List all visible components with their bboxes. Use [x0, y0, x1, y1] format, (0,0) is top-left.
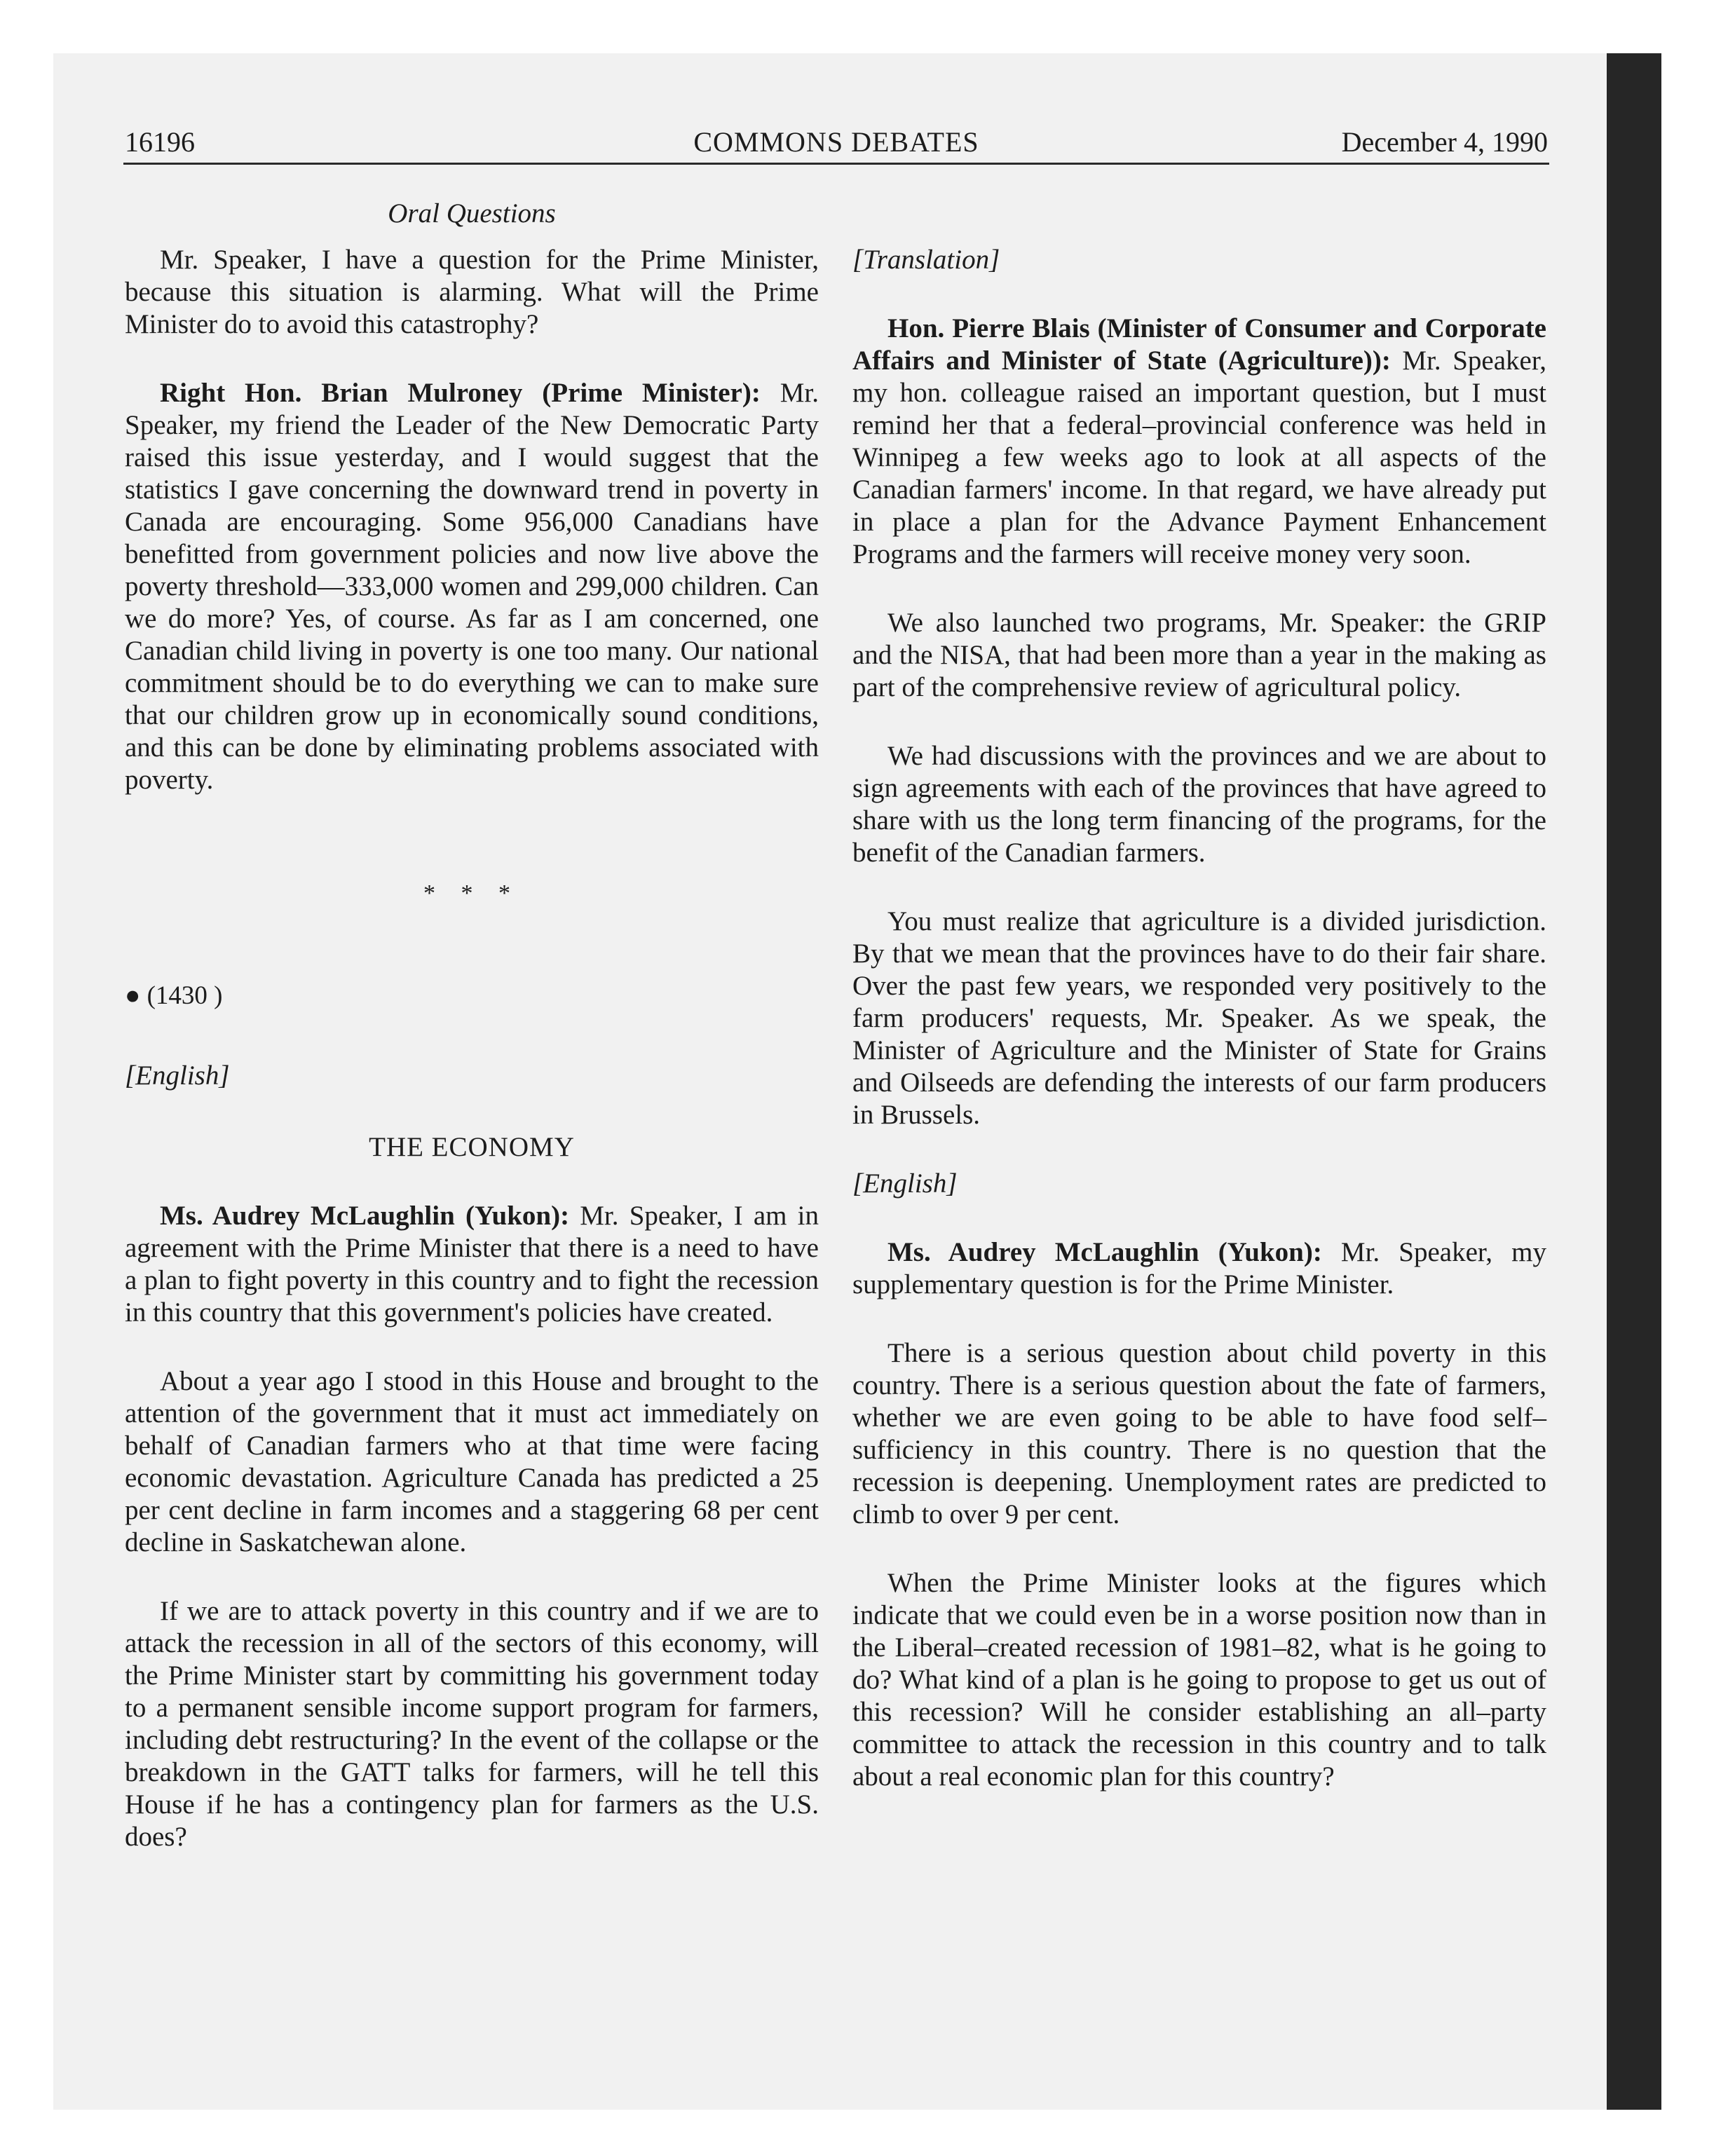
paragraph: [852, 1236, 1546, 1301]
publication-date: December 4, 1990: [1341, 126, 1548, 158]
paragraph: About a year ago I stood in this House and brought to the attention of the government that it must act immediately on behalf of Canadian farmers who at that time were facing economic devastation. Agriculture Canada has predicted a 25 per cent decline in farm incomes and a staggering 68 per cent decline in Saskatchewan alone.: [125, 1366, 819, 1557]
paragraph: Mr. Speaker, I have a question for the Prime Minister, because this situation is alarming. What will the Prime Minister do to avoid this catastrophy?: [125, 245, 819, 339]
speech-text: Mr. Speaker, my supplementary question is for the Prime Minister.: [852, 1237, 1546, 1299]
paragraph: You must realize that agriculture is a divided jurisdiction. By that we mean that the provinces have to do their fair share. Over the past few years, we responded very positively to the farm producers' requests, Mr. Speaker. As we speak, the Minister of Agriculture and the Minister of State for Grains and Oilseeds are defending the interests of our farm producers in Brussels.: [852, 906, 1546, 1130]
publication-title: COMMONS DEBATES: [693, 126, 979, 158]
language-marker: [English]: [125, 1060, 230, 1091]
paragraph: [852, 313, 1546, 571]
time-marker: ● (1430 ): [125, 981, 223, 1010]
speech-text: Mr. Speaker, my hon. colleague raised an important question, but I must remind her that a federal–provincial conference was held in Winnipeg a few weeks ago to look at all aspects of the Canadian farmers' income. In that regard, we have already put in place a plan for the Advance Payment Enhancement Programs and the farmers will receive money very soon.: [852, 346, 1547, 569]
right-column: [852, 244, 1546, 1829]
header-rule: [123, 163, 1549, 165]
speaker-name: Right Hon. Brian Mulroney (Prime Minister):: [160, 378, 761, 408]
section-tag: Oral Questions: [388, 198, 556, 228]
paragraph: [125, 1200, 819, 1329]
language-marker: [English]: [852, 1168, 958, 1199]
page-number: 16196: [125, 126, 195, 158]
speech-text: Mr. Speaker, I am in agreement with the Prime Minister that there is a need to have a plan to fight poverty in this country and to fight the recession in this country that this government's policies have created.: [125, 1201, 819, 1328]
section-heading: THE ECONOMY: [369, 1132, 575, 1162]
speaker-name: Ms. Audrey McLaughlin (Yukon):: [887, 1237, 1322, 1267]
language-marker: [Translation]: [852, 245, 1000, 275]
paragraph: When the Prime Minister looks at the figures which indicate that we could even be in a worse position now than in the Liberal–created recession of 1981–82, what is he going to do? What kind of a plan is he going to propose to get us out of this recession? Will he consider establishing an all–party committee to attack the recession in this country and to talk about a real economic plan for this country?: [852, 1568, 1546, 1792]
paragraph: There is a serious question about child poverty in this country. There is a serious question about the fate of farmers, whether we are even going to be able to have food self–sufficiency in this country. There is no question that the recession is deepening. Unemployment rates are predicted to climb to over 9 per cent.: [852, 1338, 1546, 1529]
left-column: [125, 244, 819, 1890]
scan-edge-bar: [1607, 53, 1661, 2110]
paragraph: We had discussions with the provinces and we are about to sign agreements with each of the provinces that have agreed to share with us the long term financing of the programs, for the benefit of the Canadian farmers.: [852, 741, 1546, 868]
paragraph: We also launched two programs, Mr. Speaker: the GRIP and the NISA, that had been more than a year in the making as part of the comprehensive review of agricultural policy.: [852, 608, 1546, 702]
speaker-name: Ms. Audrey McLaughlin (Yukon):: [160, 1201, 570, 1231]
paragraph: [125, 377, 819, 796]
page-header: [125, 119, 1548, 161]
section-separator: * * *: [423, 880, 520, 906]
paragraph: If we are to attack poverty in this country and if we are to attack the recession in all of the sectors of this economy, will the Prime Minister start by committing his government today to a permanent sensible income support program for farmers, including debt restructuring? In the event of the collapse or the breakdown in the GATT talks for farmers, will he tell this House if he has a contingency plan for farmers as the U.S. does?: [125, 1596, 819, 1852]
speaker-name: Hon. Pierre Blais (Minister of Consumer and Corporate Affairs and Minister of State (Agriculture)):: [852, 313, 1546, 376]
speech-text: Mr. Speaker, my friend the Leader of the New Democratic Party raised this issue yesterday, and I would suggest that the statistics I gave concerning the downward trend in poverty in Canada are encouraging. Some 956,000 Canadians have benefitted from government policies and now live above the poverty threshold—333,000 women and 299,000 children. Can we do more? Yes, of course. As far as I am concerned, one Canadian child living in poverty is one too many. Our national commitment should be to do everything we can to make sure that our children grow up in economically sound conditions, and this can be done by eliminating problems associated with poverty.: [125, 378, 819, 795]
